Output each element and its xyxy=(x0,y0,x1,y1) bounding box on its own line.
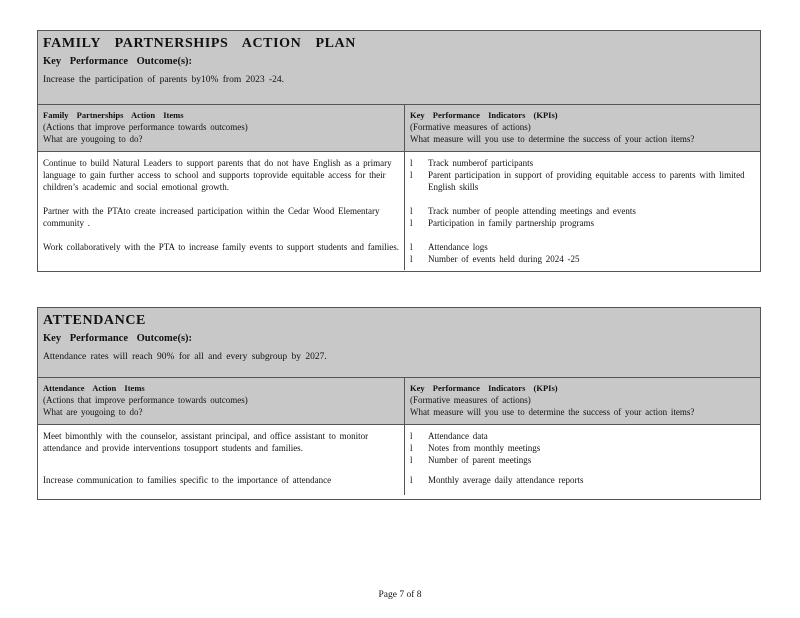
action-items-title: Family Partnerships Action Items xyxy=(43,110,184,120)
column-headers xyxy=(38,378,760,425)
page-number: Page 7 of 8 xyxy=(378,590,422,600)
attendance-action-plan xyxy=(37,307,761,500)
table-row xyxy=(38,152,760,202)
kpi-text: Attendance data xyxy=(428,431,488,441)
kpi-item xyxy=(410,454,755,466)
bullet-icon: l xyxy=(410,170,413,180)
table-row xyxy=(38,202,760,238)
kpi-text: Track numberof participants xyxy=(428,158,534,168)
kpi-cell xyxy=(405,471,760,495)
kpi-text: Participation in family partnership programs xyxy=(428,218,594,228)
kpi-question: What measure will you use to determine the success of your action items? xyxy=(410,407,695,417)
bullet-icon: l xyxy=(410,206,413,216)
table-row xyxy=(38,238,760,270)
action-items-header xyxy=(38,105,405,151)
kpi-text: Monthly average daily attendance reports xyxy=(428,475,584,485)
kpi-item xyxy=(410,474,755,486)
outcome-text: Attendance rates will reach 90% for all and every subgroup by 2027. xyxy=(43,352,327,362)
kpi-item xyxy=(410,241,755,253)
kpi-list xyxy=(410,205,755,229)
key-performance-outcome-label: Key Performance Outcome(s): xyxy=(43,333,193,344)
kpi-list xyxy=(410,474,755,486)
kpi-text: Number of events held during 2024 -25 xyxy=(428,254,580,264)
kpi-text: Parent participation in support of providing equitable access to parents with limited English skills xyxy=(428,170,745,192)
key-performance-outcome-label: Key Performance Outcome(s): xyxy=(43,56,193,67)
bullet-icon: l xyxy=(410,443,413,453)
column-headers xyxy=(38,105,760,152)
bullet-icon: l xyxy=(410,455,413,465)
plan-header xyxy=(38,31,760,105)
kpi-text: Attendance logs xyxy=(428,242,488,252)
action-item-cell xyxy=(38,425,405,471)
kpi-subtitle: (Formative measures of actions) xyxy=(410,122,531,132)
bullet-icon: l xyxy=(410,475,413,485)
action-item-cell xyxy=(38,202,405,238)
action-item-cell xyxy=(38,152,405,202)
kpi-item xyxy=(410,430,755,442)
kpi-text: Number of parent meetings xyxy=(428,455,532,465)
kpi-item xyxy=(410,205,755,217)
kpi-title: Key Performance Indicators (KPIs) xyxy=(410,110,558,120)
kpi-title: Key Performance Indicators (KPIs) xyxy=(410,383,558,393)
action-item-cell xyxy=(38,471,405,495)
action-items-subtitle: (Actions that improve performance towards outcomes) xyxy=(43,122,248,132)
kpi-list xyxy=(410,157,755,193)
kpi-header xyxy=(405,378,760,424)
bullet-icon: l xyxy=(410,242,413,252)
action-items-subtitle: (Actions that improve performance towards outcomes) xyxy=(43,395,248,405)
plan-title: FAMILY PARTNERSHIPS ACTION PLAN xyxy=(43,36,356,51)
kpi-text: Track number of people attending meetings and events xyxy=(428,206,636,216)
kpi-cell xyxy=(405,425,760,471)
action-item-text: Meet bimonthly with the counselor, assistant principal, and office assistant to monitor attendance and provide interventions tosupport students and families. xyxy=(43,431,369,453)
bullet-icon: l xyxy=(410,431,413,441)
bullet-icon: l xyxy=(410,254,413,264)
bullet-icon: l xyxy=(410,158,413,168)
plan-header xyxy=(38,308,760,378)
kpi-item xyxy=(410,253,755,265)
action-items-question: What are yougoing to do? xyxy=(43,407,143,417)
kpi-list xyxy=(410,241,755,265)
kpi-item xyxy=(410,217,755,229)
action-item-text: Continue to build Natural Leaders to support parents that do not have English as a primary language to gain further access to school and supports toprovide equitable access for their children’s academic and social emotional growth. xyxy=(43,158,392,192)
family-partnerships-action-plan xyxy=(37,30,761,272)
kpi-header xyxy=(405,105,760,151)
kpi-text: Notes from monthly meetings xyxy=(428,443,541,453)
kpi-list xyxy=(410,430,755,466)
action-items-title: Attendance Action Items xyxy=(43,383,145,393)
outcome-text: Increase the participation of parents by10% from 2023 -24. xyxy=(43,75,285,85)
action-items-question: What are yougoing to do? xyxy=(43,134,143,144)
action-item-text: Increase communication to families specific to the importance of attendance xyxy=(43,475,332,485)
kpi-item xyxy=(410,157,755,169)
kpi-cell xyxy=(405,152,760,202)
kpi-item xyxy=(410,169,755,193)
kpi-subtitle: (Formative measures of actions) xyxy=(410,395,531,405)
action-item-text: Partner with the PTAto create increased participation within the Cedar Wood Elementary community . xyxy=(43,206,380,228)
table-row xyxy=(38,425,760,471)
action-items-header xyxy=(38,378,405,424)
table-row xyxy=(38,471,760,495)
action-item-cell xyxy=(38,238,405,270)
kpi-cell xyxy=(405,202,760,238)
plan-title: ATTENDANCE xyxy=(43,313,146,328)
action-item-text: Work collaboratively with the PTA to increase family events to support students and families. xyxy=(43,242,399,252)
kpi-question: What measure will you use to determine the success of your action items? xyxy=(410,134,695,144)
kpi-cell xyxy=(405,238,760,270)
kpi-item xyxy=(410,442,755,454)
bullet-icon: l xyxy=(410,218,413,228)
